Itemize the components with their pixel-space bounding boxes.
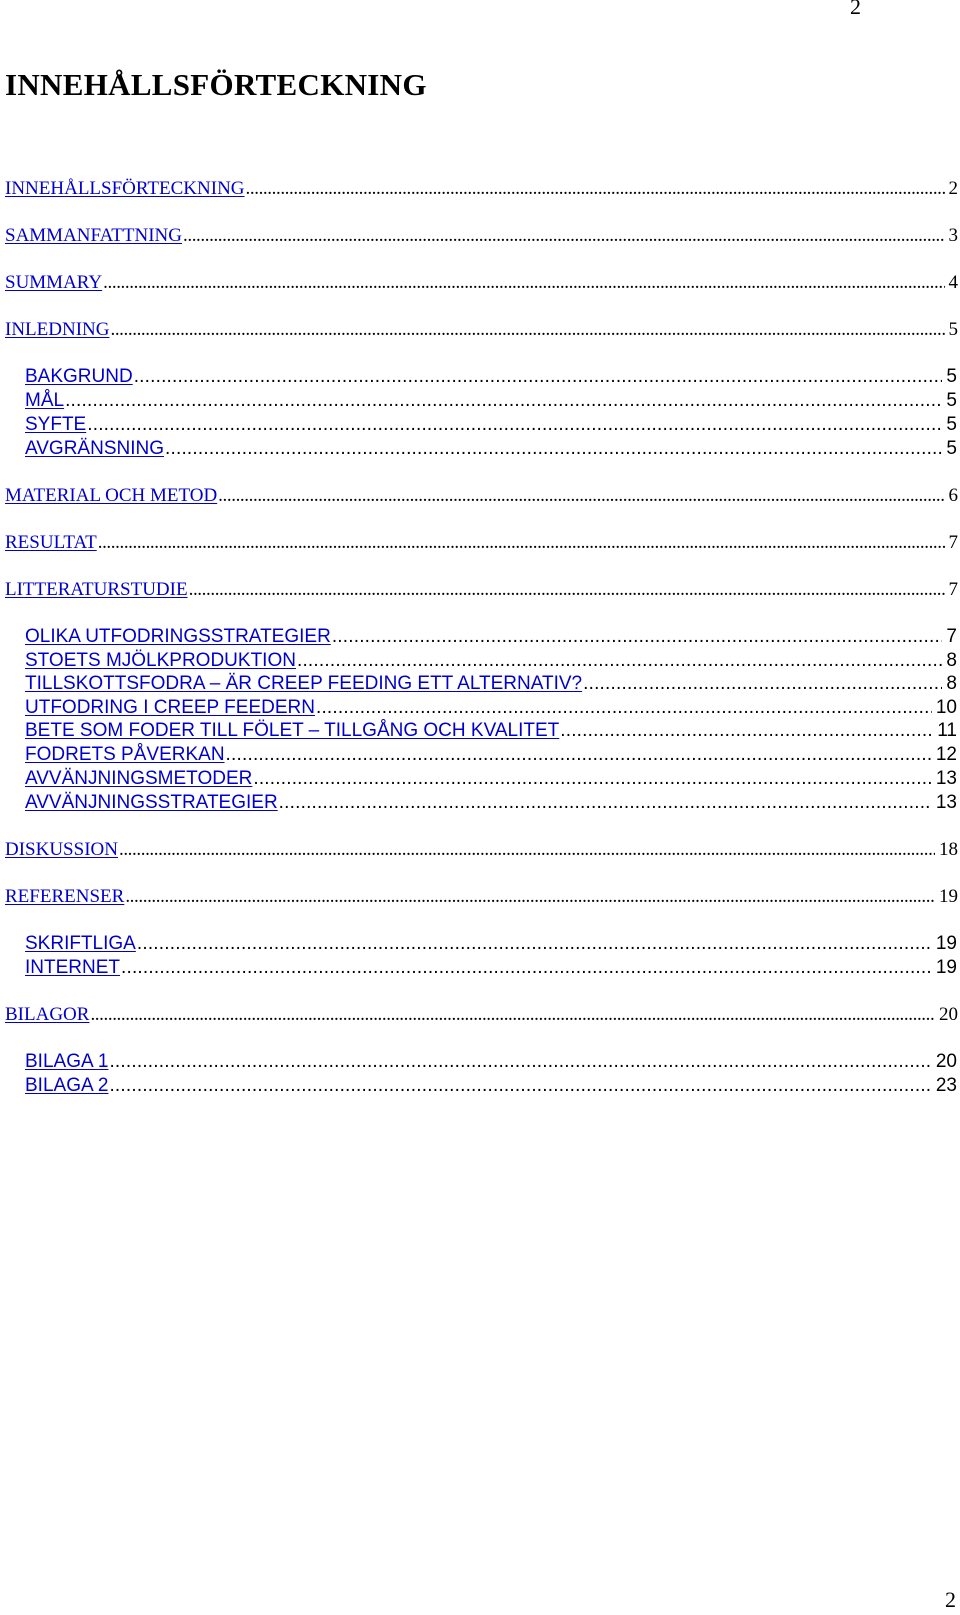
- toc-page-number: 8: [946, 650, 957, 671]
- toc-subentry[interactable]: [25, 673, 957, 697]
- toc-subentry-link[interactable]: FODRETS PÅVERKAN: [25, 744, 225, 765]
- toc-entry-link[interactable]: REFERENSER: [5, 886, 125, 907]
- toc-subentry-link[interactable]: SYFTE: [25, 414, 87, 435]
- toc-page-number: 7: [948, 579, 958, 600]
- toc-entry-link[interactable]: SUMMARY: [5, 272, 103, 293]
- toc-subentry-link[interactable]: SKRIFTLIGA: [25, 933, 136, 954]
- toc-page-number: 20: [939, 1004, 958, 1025]
- toc-subentry[interactable]: [25, 1075, 957, 1099]
- toc-dot-leader: [134, 366, 943, 388]
- toc-subentry[interactable]: [25, 720, 957, 744]
- toc-page-number: 5: [948, 319, 958, 340]
- toc-page-number: 6: [948, 485, 958, 506]
- toc-page-number: 19: [939, 886, 958, 907]
- toc-entry-link[interactable]: DISKUSSION: [5, 839, 118, 860]
- page-number-top: 2: [850, 0, 861, 19]
- toc-dot-leader: [98, 532, 945, 554]
- toc-subentry[interactable]: [25, 744, 957, 768]
- toc-page-number: 13: [935, 792, 957, 813]
- toc-page-number: 4: [948, 272, 958, 293]
- toc-dot-leader: [65, 390, 942, 412]
- toc-subentry[interactable]: [25, 933, 957, 957]
- toc-subentry-link[interactable]: OLIKA UTFODRINGSSTRATEGIER: [25, 626, 331, 647]
- toc-dot-leader: [109, 1051, 931, 1073]
- toc-subentry[interactable]: [25, 792, 957, 816]
- toc-dot-leader: [297, 650, 942, 672]
- toc-dot-leader: [253, 768, 932, 790]
- toc-subentry-link[interactable]: UTFODRING I CREEP FEEDERN: [25, 697, 315, 718]
- toc-entry[interactable]: [5, 178, 958, 202]
- toc-subentry[interactable]: [25, 957, 957, 981]
- toc-entry-link[interactable]: MATERIAL OCH METOD: [5, 485, 218, 506]
- toc-entry-link[interactable]: RESULTAT: [5, 532, 97, 553]
- toc-entry[interactable]: [5, 319, 958, 343]
- toc-dot-leader: [316, 697, 932, 719]
- toc-entry[interactable]: [5, 225, 958, 249]
- toc-subentry-link[interactable]: STOETS MJÖLKPRODUKTION: [25, 650, 296, 671]
- toc-page-number: 13: [935, 768, 957, 789]
- toc-dot-leader: [87, 414, 942, 436]
- toc-dot-leader: [110, 319, 944, 341]
- toc-subentry[interactable]: [25, 1051, 957, 1075]
- toc-subentry-link[interactable]: TILLSKOTTSFODRA – ÄR CREEP FEEDING ETT ALTERNATIV?: [25, 673, 583, 694]
- toc-entry-link[interactable]: INLEDNING: [5, 319, 110, 340]
- page-title: INNEHÅLLSFÖRTECKNING: [5, 67, 427, 102]
- toc-page-number: 12: [935, 744, 957, 765]
- toc-dot-leader: [246, 178, 945, 200]
- toc-page-number: 23: [935, 1075, 957, 1096]
- toc-subentry[interactable]: [25, 650, 957, 674]
- toc-subentry-link[interactable]: BAKGRUND: [25, 366, 133, 387]
- toc-page-number: 10: [935, 697, 957, 718]
- toc-dot-leader: [279, 792, 932, 814]
- toc-dot-leader: [90, 1004, 935, 1026]
- toc-subentry-link[interactable]: INTERNET: [25, 957, 120, 978]
- toc-subentry[interactable]: [25, 438, 957, 462]
- toc-subentry[interactable]: [25, 626, 957, 650]
- toc-dot-leader: [121, 957, 932, 979]
- toc-dot-leader: [137, 933, 932, 955]
- toc-entry[interactable]: [5, 579, 958, 603]
- toc-page-number: 8: [946, 673, 957, 694]
- toc-dot-leader: [583, 673, 942, 695]
- toc-dot-leader: [125, 886, 935, 908]
- toc-subentry-link[interactable]: BETE SOM FODER TILL FÖLET – TILLGÅNG OCH KVALITET: [25, 720, 560, 741]
- toc-entry[interactable]: [5, 532, 958, 556]
- toc-subentry[interactable]: [25, 768, 957, 792]
- toc-dot-leader: [560, 720, 933, 742]
- toc-entry-link[interactable]: SAMMANFATTNING: [5, 225, 182, 246]
- toc-dot-leader: [218, 485, 944, 507]
- toc-subentry-link[interactable]: BILAGA 1: [25, 1051, 109, 1072]
- toc-dot-leader: [226, 744, 932, 766]
- toc-dot-leader: [103, 272, 944, 294]
- toc-page-number: 18: [939, 839, 958, 860]
- toc-subentry-link[interactable]: BILAGA 2: [25, 1075, 109, 1096]
- toc-entry[interactable]: [5, 839, 958, 863]
- toc-page-number: 20: [935, 1051, 957, 1072]
- toc-subentry[interactable]: [25, 697, 957, 721]
- toc-entry[interactable]: [5, 1004, 958, 1028]
- toc-dot-leader: [119, 839, 935, 861]
- page-number-bottom: 2: [945, 1587, 956, 1612]
- toc-dot-leader: [109, 1075, 931, 1097]
- toc-page-number: 19: [935, 933, 957, 954]
- toc-entry-link[interactable]: INNEHÅLLSFÖRTECKNING: [5, 178, 245, 199]
- toc-subentry[interactable]: [25, 390, 957, 414]
- toc-page-number: 19: [935, 957, 957, 978]
- toc-page-number: 5: [946, 366, 957, 387]
- toc-page-number: 5: [946, 438, 957, 459]
- toc-entry[interactable]: [5, 272, 958, 296]
- toc-dot-leader: [183, 225, 945, 247]
- toc-page-number: 2: [948, 178, 958, 199]
- toc-page-number: 5: [946, 414, 957, 435]
- toc-dot-leader: [189, 579, 945, 601]
- toc-subentry-link[interactable]: AVVÄNJNINGSSTRATEGIER: [25, 792, 278, 813]
- toc-entry[interactable]: [5, 886, 958, 910]
- toc-subentry[interactable]: [25, 414, 957, 438]
- toc-page-number: 7: [948, 532, 958, 553]
- toc-subentry-link[interactable]: MÅL: [25, 390, 65, 411]
- toc-subentry[interactable]: [25, 366, 957, 390]
- toc-dot-leader: [165, 438, 942, 460]
- toc-entry-link[interactable]: BILAGOR: [5, 1004, 90, 1025]
- toc-page-number: 7: [946, 626, 957, 647]
- toc-entry-link[interactable]: LITTERATURSTUDIE: [5, 579, 188, 600]
- toc-page-number: 11: [937, 720, 957, 741]
- toc-entry[interactable]: [5, 485, 958, 509]
- toc-dot-leader: [332, 626, 943, 648]
- toc-subentry-link[interactable]: AVVÄNJNINGSMETODER: [25, 768, 253, 789]
- toc-page-number: 5: [946, 390, 957, 411]
- toc-subentry-link[interactable]: AVGRÄNSNING: [25, 438, 165, 459]
- toc-page-number: 3: [948, 225, 958, 246]
